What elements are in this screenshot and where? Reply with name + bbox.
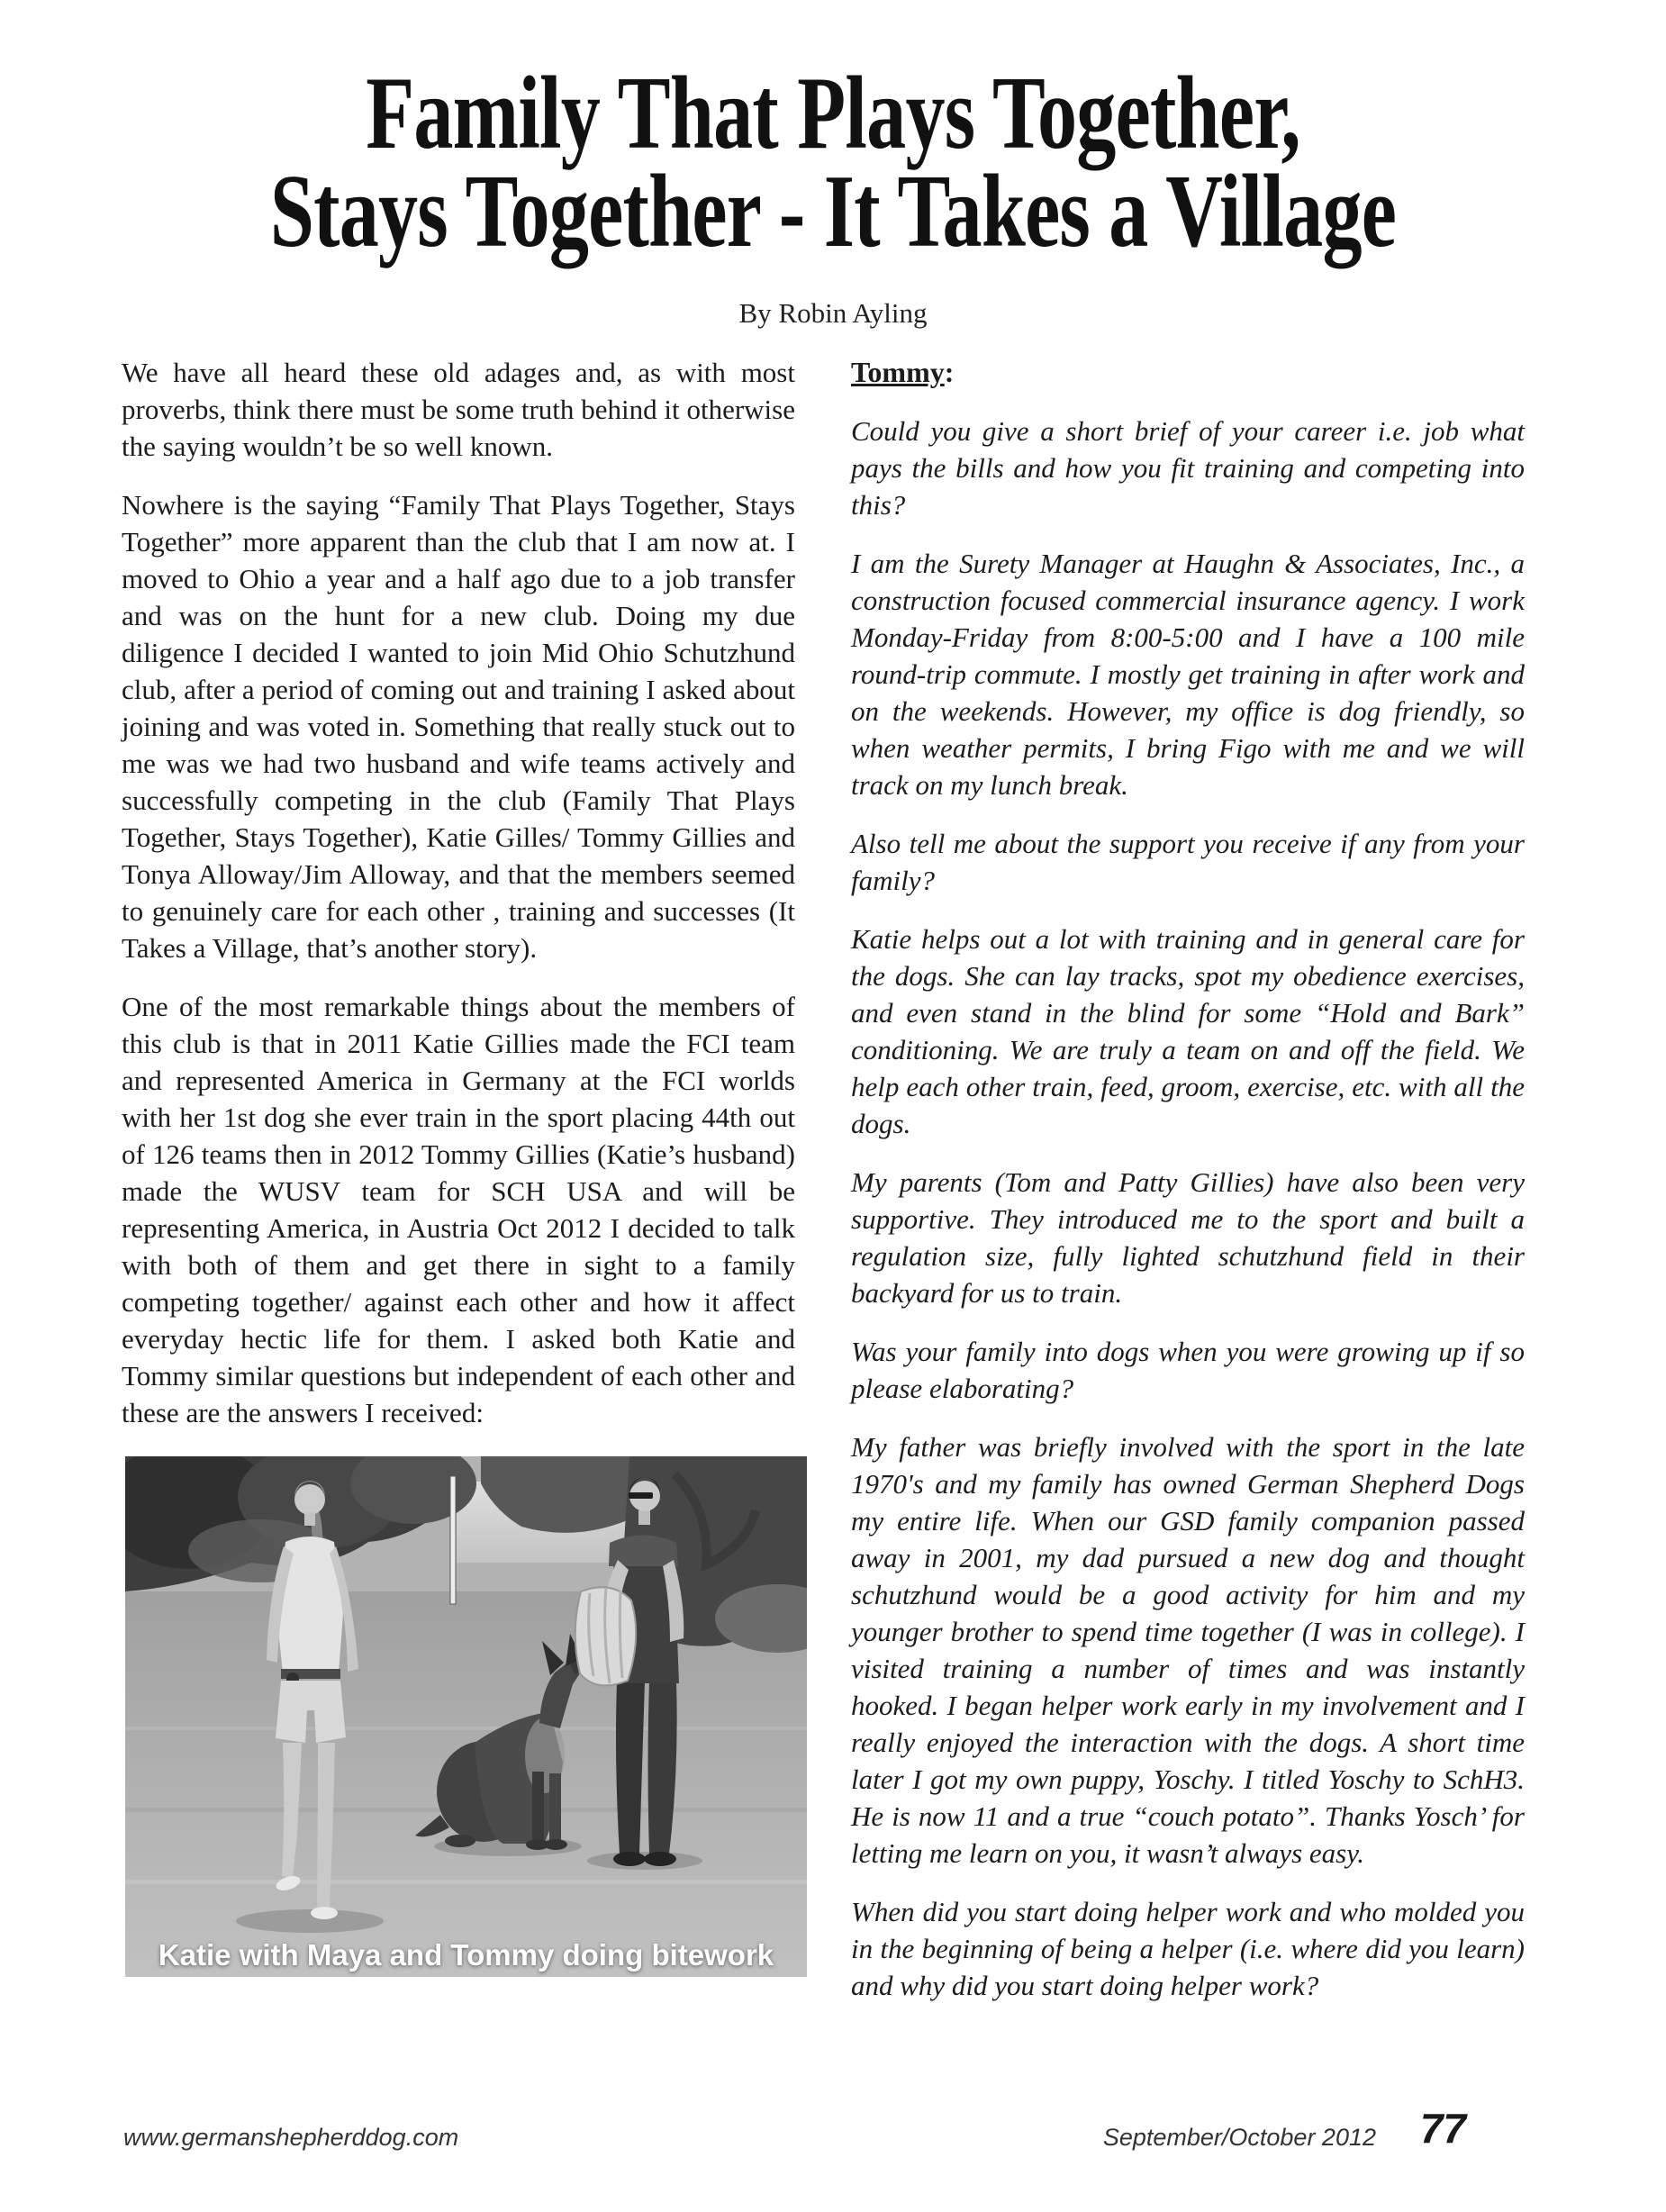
interview-question: Also tell me about the support you receive if any from your family? [851, 828, 1525, 896]
footer-page-number: 77 [1419, 2105, 1466, 2152]
interview-answer: Katie helps out a lot with training and in general care for the dogs. She can lay tracks, spot my obedience exercises, and even stand in the blind for some “Hold and Bark” conditioning. We are truly a team on and off the field. We help each other train, feed, groom, exercise, etc. with all the dogs. [851, 923, 1525, 1139]
body-paragraph: Nowhere is the saying “Family That Plays Together, Stays Together” more apparent than the club that I am now at. I moved to Ohio a year and a half ago due to a job transfer and was on the hunt for a new club. Doing my due diligence I decided I wanted to join Mid Ohio Schutzhund club, after a period of coming out and training I asked about joining and was voted in. Something that really stuck out to me was we had two husband and wife teams actively and successfully competing in the club (Family That Plays Together, Stays Together), Katie Gilles/ Tommy Gillies and Tonya Alloway/Jim Alloway, and that the members seemed to genuinely care for each other , training and successes (It Takes a Village, that’s another story). [122, 489, 795, 964]
left-column [122, 354, 795, 1977]
interview-question: Could you give a short brief of your career i.e. job what pays the bills and how you fit training and competing into this? [851, 415, 1525, 521]
interview-question: When did you start doing helper work and who molded you in the beginning of being a helper (i.e. where did you learn) and why did you start doing helper work? [851, 1896, 1525, 2001]
article-photo [125, 1456, 807, 1977]
interview-question: Was your family into dogs when you were growing up if so please elaborating? [851, 1336, 1525, 1404]
speaker-heading [851, 354, 1525, 391]
speaker-colon: : [944, 356, 955, 388]
byline: By Robin Ayling [738, 297, 928, 329]
interview-answer: My father was briefly involved with the sport in the late 1970's and my family has owned German Shepherd Dogs my entire life. When our GSD family companion passed away in 2001, my dad pursued a new dog and thought schutzhund would be a good activity for him and my younger brother to spend time together (I was in college). I visited training a number of times and was instantly hooked. I began helper work early in my involvement and I really enjoyed the interaction with the dogs. A short time later I got my own puppy, Yoschy. I titled Yoschy to SchH3. He is now 11 and a true “couch potato”. Thanks Yosch’ for letting me learn on you, it wasn’t always easy. [851, 1431, 1525, 1869]
article-title [200, 56, 1466, 270]
interview-answer: My parents (Tom and Patty Gillies) have also been very supportive. They introduced me to the sport and built a regulation size, fully lighted schutzhund field in their backyard for us to train. [851, 1166, 1525, 1309]
interview-answer: I am the Surety Manager at Haughn & Associates, Inc., a construction focused commercial insurance agency. I work Monday-Friday from 8:00-5:00 and I have a 100 mile round-trip commute. I mostly get training in after work and on the weekends. However, my office is dog friendly, so when weather permits, I bring Figo with me and we will track on my lunch break. [851, 548, 1525, 801]
bitework-photo-illustration [125, 1456, 807, 1977]
photo-caption: Katie with Maya and Tommy doing bitework [158, 1938, 774, 1972]
article-title-line-2: Stays Together - It Takes a Village [269, 154, 1397, 270]
article-title-line-1: Family That Plays Together, [366, 56, 1300, 171]
body-paragraph: We have all heard these old adages and, as with most proverbs, think there must be some truth behind it otherwise the saying wouldn’t be so well known. [122, 357, 795, 462]
right-column [851, 354, 1525, 2026]
footer-issue-date: September/October 2012 [1102, 2124, 1376, 2151]
body-paragraph: One of the most remarkable things about the members of this club is that in 2011 Katie Gillies made the FCI team and represented America in Germany at the FCI worlds with her 1st dog she ever train in the sport placing 44th out of 126 teams then in 2012 Tommy Gillies (Katie’s husband) made the WUSV team for SCH USA and will be representing America, in Austria Oct 2012 I decided to talk with both of them and get there in sight to a family competing together/ against each other and how it affect everyday hectic life for them. I asked both Katie and Tommy similar questions but independent of each other and these are the answers I received: [122, 991, 795, 1428]
speaker-name: Tommy [851, 356, 945, 388]
footer-website: www.germanshepherddog.com [123, 2124, 459, 2151]
